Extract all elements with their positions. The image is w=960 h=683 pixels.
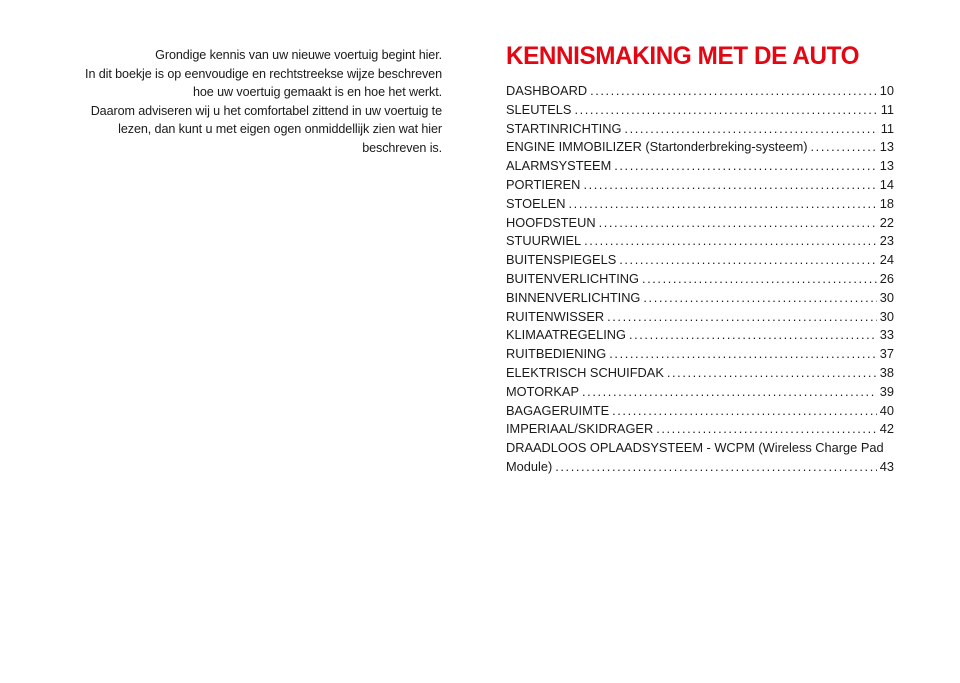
toc-page-number: 43: [879, 458, 894, 474]
toc-entry-buitenspiegels[interactable]: [506, 251, 894, 270]
intro-paragraph: In dit boekje is op eenvoudige en rechtstreekse wijze beschreven hoe uw voertuig gemaakt is en hoe het werkt.: [85, 66, 442, 99]
toc-label: Module): [506, 458, 553, 474]
toc-entry-bagageruimte[interactable]: [506, 402, 894, 421]
toc-page-number: 11: [880, 120, 894, 136]
intro-paragraph: Daarom adviseren wij u het comfortabel zittend in uw voertuig te lezen, dan kunt u met eigen ogen onmiddellijk zien wat hier beschreven is.: [90, 103, 442, 155]
toc-entry-dashboard[interactable]: [506, 82, 894, 101]
toc-label: DASHBOARD: [506, 83, 588, 98]
toc-page-number: 37: [879, 346, 894, 362]
toc-leader: [642, 270, 877, 289]
toc-entry-startinrichting[interactable]: [506, 120, 894, 139]
toc-page-number: 40: [879, 402, 894, 418]
toc-label: ALARMSYSTEEM: [506, 158, 612, 174]
toc-page-number: 42: [879, 421, 894, 437]
toc-leader: [624, 120, 877, 139]
toc-label: RUITBEDIENING: [506, 346, 607, 362]
toc-leader: [609, 345, 877, 364]
toc-entry-portieren[interactable]: [506, 176, 894, 195]
toc-label: BUITENVERLICHTING: [506, 270, 639, 286]
toc-label: SLEUTELS: [506, 101, 572, 117]
toc-leader: [569, 195, 877, 214]
toc-page-number: 14: [879, 176, 894, 192]
toc-label: ELEKTRISCH SCHUIFDAK: [506, 364, 664, 380]
toc-page-number: 30: [879, 308, 894, 324]
toc-leader: [629, 326, 877, 345]
toc-page-number: 30: [879, 289, 894, 305]
toc-page-number: 22: [879, 214, 894, 230]
toc-leader: [555, 458, 877, 477]
table-of-contents: [506, 82, 894, 477]
toc-leader: [599, 214, 877, 233]
toc-leader: [607, 308, 877, 327]
toc-label: STOELEN: [506, 195, 566, 211]
toc-leader: [667, 364, 877, 383]
toc-page-number: 10: [879, 83, 894, 98]
toc-entry-ruitenwisser[interactable]: [506, 308, 894, 327]
toc-leader: [590, 82, 877, 101]
toc-label: MOTORKAP: [506, 383, 580, 399]
toc-label: STUURWIEL: [506, 233, 582, 249]
toc-label: STARTINRICHTING: [506, 120, 622, 136]
toc-leader: [811, 138, 877, 157]
toc-label: RUITENWISSER: [506, 308, 605, 324]
toc-label: PORTIEREN: [506, 176, 581, 192]
toc-label: BUITENSPIEGELS: [506, 252, 617, 268]
toc-leader: [582, 383, 877, 402]
toc-page-number: 24: [879, 252, 894, 268]
toc-page-number: 11: [880, 101, 894, 117]
toc-label: BAGAGERUIMTE: [506, 402, 610, 418]
toc-page-number: 39: [879, 383, 894, 399]
toc-label: HOOFDSTEUN: [506, 214, 596, 230]
toc-leader: [574, 101, 877, 120]
toc-page-number: 33: [879, 327, 894, 343]
toc-entry-stuurwiel[interactable]: [506, 232, 894, 251]
toc-entry-engine-immobilizer[interactable]: [506, 138, 894, 157]
toc-label: ENGINE IMMOBILIZER (Startonderbreking-systeem): [506, 139, 808, 155]
toc-label: BINNENVERLICHTING: [506, 289, 641, 305]
intro-text: [80, 46, 442, 157]
toc-entry-buitenverlichting[interactable]: [506, 270, 894, 289]
toc-entry-motorkap[interactable]: [506, 383, 894, 402]
toc-entry-binnenverlichting[interactable]: [506, 289, 894, 308]
toc-label: DRAADLOOS OPLAADSYSTEEM - WCPM (Wireless Charge Pad: [506, 440, 884, 456]
toc-entry-sleutels[interactable]: [506, 101, 894, 120]
toc-entry-ruitbediening[interactable]: [506, 345, 894, 364]
toc-label: IMPERIAAL/SKIDRAGER: [506, 421, 654, 437]
toc-page-number: 38: [879, 364, 894, 380]
toc-entry-stoelen[interactable]: [506, 195, 894, 214]
toc-label-continued: [506, 458, 894, 477]
toc-page-number: 26: [879, 270, 894, 286]
toc-page-number: 13: [879, 139, 894, 155]
toc-label: KLIMAATREGELING: [506, 327, 626, 343]
toc-entry-alarmsysteem[interactable]: [506, 157, 894, 176]
toc-leader: [612, 402, 877, 421]
toc-leader: [614, 157, 877, 176]
toc-entry-klimaatregeling[interactable]: [506, 326, 894, 345]
intro-paragraph: Grondige kennis van uw nieuwe voertuig begint hier.: [155, 48, 442, 62]
toc-leader: [584, 232, 877, 251]
toc-entry-hoofdsteun[interactable]: [506, 214, 894, 233]
toc-entry-elektrisch-schuifdak[interactable]: [506, 364, 894, 383]
toc-page-number: 18: [879, 195, 894, 211]
section-title: KENNISMAKING MET DE AUTO: [506, 42, 860, 70]
toc-page-number: 23: [879, 233, 894, 249]
toc-entry-imperiaal-skidrager[interactable]: [506, 420, 894, 439]
toc-page-number: 13: [879, 158, 894, 174]
toc-leader: [643, 289, 876, 308]
toc-leader: [583, 176, 876, 195]
toc-leader: [656, 420, 877, 439]
toc-entry-draadloos-oplaadsysteem[interactable]: [506, 439, 894, 477]
toc-leader: [619, 251, 877, 270]
